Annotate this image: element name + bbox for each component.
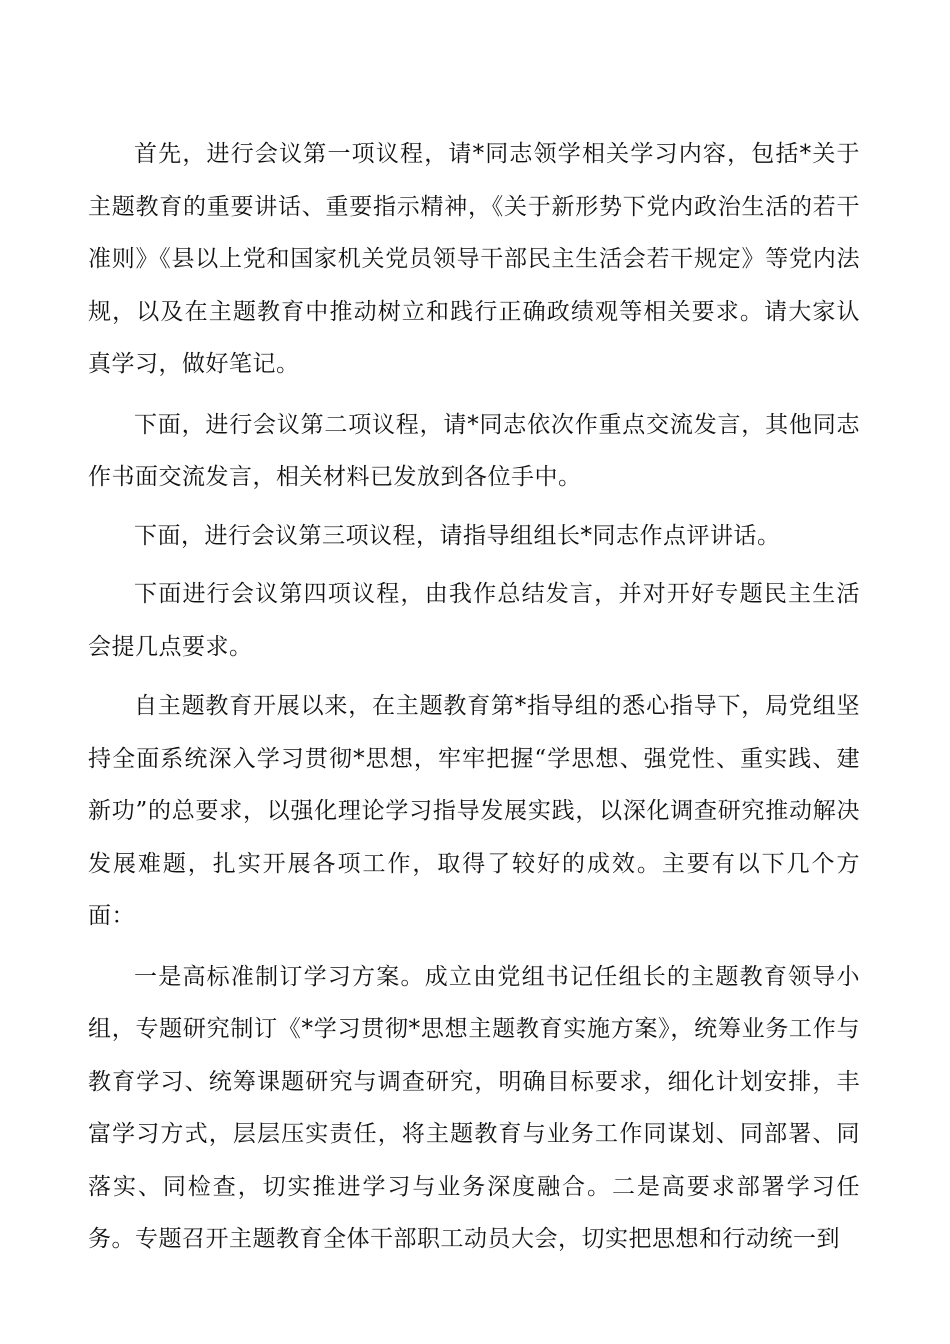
document-page [88,128,860,1266]
paragraph-summary-intro: 自主题教育开展以来，在主题教育第*指导组的悉心指导下，局党组坚持全面系统深入学习贯彻*思想，牢牢把握“学思想、强党性、重实践、建新功”的总要求，以强化理论学习指导发展实践，以深化调查研究推动解决发展难题，扎实开展各项工作，取得了较好的成效。主要有以下几个方面： [88,693,860,929]
paragraph-agenda-item-2: 下面，进行会议第二项议程，请*同志依次作重点交流发言，其他同志作书面交流发言，相关材料已发放到各位手中。 [88,411,860,490]
paragraph-agenda-item-3: 下面，进行会议第三项议程，请指导组组长*同志作点评讲话。 [134,522,781,549]
paragraph-achievements: 一是高标准制订学习方案。成立由党组书记任组长的主题教育领导小组，专题研究制订《*学习贯彻*思想主题教育实施方案》，统筹业务工作与教育学习、统筹课题研究与调查研究，明确目标要求，细化计划安排，丰富学习方式，层层压实责任，将主题教育与业务工作同谋划、同部署、同落实、同检查，切实推进学习与业务深度融合。二是高要求部署学习任务。专题召开主题教育全体干部职工动员大会，切实把思想和行动统一到 [88,963,860,1252]
paragraph-agenda-item-1: 首先，进行会议第一项议程，请*同志领学相关学习内容，包括*关于主题教育的重要讲话、重要指示精神，《关于新形势下党内政治生活的若干准则》《县以上党和国家机关党员领导干部民主生活会若干规定》等党内法规，以及在主题教育中推动树立和践行正确政绩观等相关要求。请大家认真学习，做好笔记。 [88,141,860,377]
paragraph-agenda-item-4: 下面进行会议第四项议程，由我作总结发言，并对开好专题民主生活会提几点要求。 [88,581,860,660]
